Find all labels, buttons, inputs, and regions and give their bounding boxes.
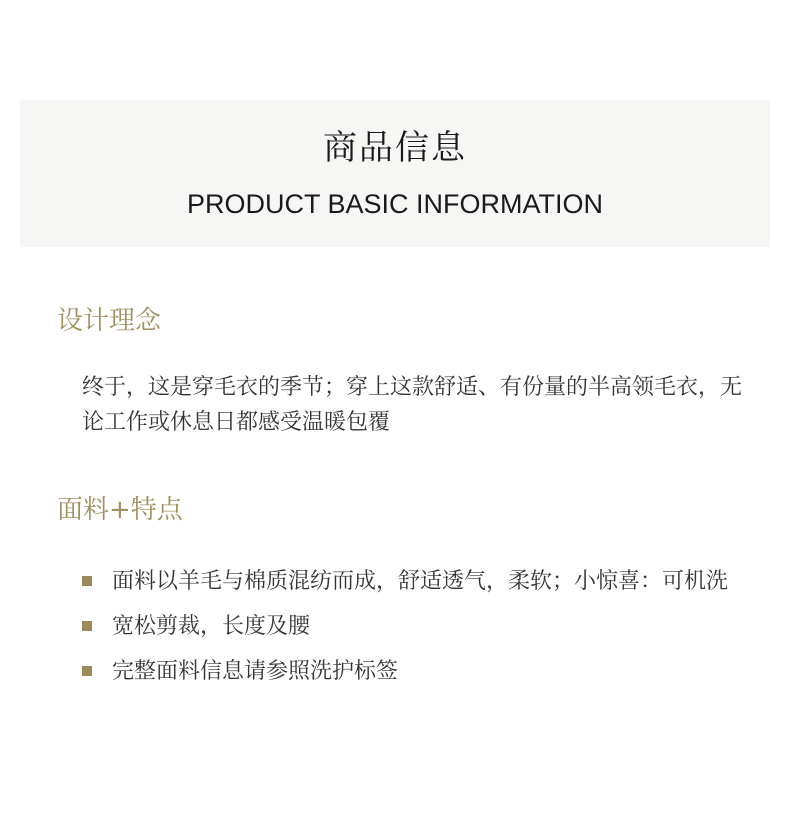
list-item	[82, 560, 742, 604]
list-item	[82, 650, 742, 694]
feature-text: 宽松剪裁，长度及腰	[112, 614, 311, 639]
square-bullet-icon	[82, 576, 92, 586]
page-subtitle: PRODUCT BASIC INFORMATION	[186, 189, 604, 219]
list-item	[82, 605, 742, 649]
page-title: 商品信息	[323, 128, 467, 168]
square-bullet-icon	[82, 666, 92, 676]
design-concept-heading: 设计理念	[57, 306, 162, 336]
feature-text: 面料以羊毛与棉质混纺而成，舒适透气，柔软；小惊喜：可机洗	[112, 569, 729, 594]
feature-text: 完整面料信息请参照洗护标签	[112, 659, 399, 684]
design-concept-text: 终于，这是穿毛衣的季节；穿上这款舒适、有份量的半高领毛衣，无论工作或休息日都感受温暖包覆	[82, 375, 743, 435]
square-bullet-icon	[82, 621, 92, 631]
fabric-features-heading: 面料+特点	[57, 495, 183, 525]
feature-list	[82, 560, 742, 695]
product-info-header	[20, 100, 770, 247]
